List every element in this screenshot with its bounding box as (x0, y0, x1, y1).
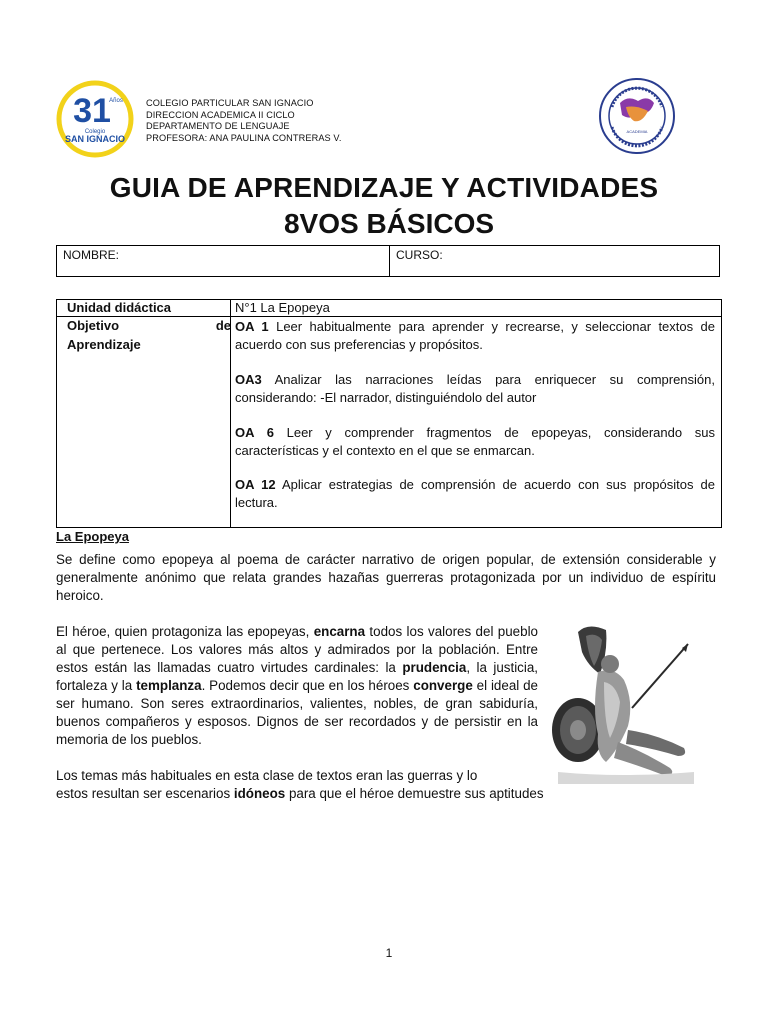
teacher-line: PROFESORA: ANA PAULINA CONTRERAS V. (146, 132, 342, 143)
seal-center-text: ACADEMIA (626, 129, 648, 134)
bold-term: converge (413, 678, 473, 693)
objective-oa6 (235, 424, 715, 460)
name-label: NOMBRE: (63, 248, 120, 262)
objective-code: OA 1 (235, 319, 269, 334)
objective-text: Analizar las narraciones leídas para enriquecer su comprensión, considerando: -El narrador, distinguiéndolo del autor (235, 372, 715, 405)
text-run: El héroe, quien protagoniza las epopeyas, (56, 624, 314, 639)
text-run: , la justicia, fortaleza y la (56, 660, 539, 693)
objective-text: Leer habitualmente para aprender y recrearse, y seleccionar textos de acuerdo con sus preferencias y propósitos. (235, 319, 716, 352)
text-run: . Podemos decir que en los héroes (201, 678, 414, 693)
bold-term: idóneos (233, 786, 286, 801)
section-title: La Epopeya (56, 529, 129, 544)
logo-school-name: SAN IGNACIO (64, 134, 126, 144)
warrior-illustration (548, 622, 696, 784)
school-logo-left (56, 80, 134, 158)
guide-title: GUIA DE APRENDIZAJE Y ACTIVIDADES (109, 172, 659, 203)
logo-anniversary-word: Años (109, 98, 123, 104)
guide-subtitle: 8VOS BÁSICOS (283, 208, 495, 239)
unit-label: Unidad didáctica (67, 300, 172, 315)
objective-oa3 (235, 371, 715, 407)
unit-table (56, 299, 722, 528)
academic-direction-line: DIRECCION ACADEMICA II CICLO (146, 109, 295, 120)
course-field[interactable] (390, 246, 719, 276)
themes-line-2 (56, 785, 616, 803)
themes-line-1: Los temas más habituales en esta clase de textos eran las guerras y lo (56, 768, 478, 783)
themes-paragraph (56, 767, 616, 803)
department-seal-logo (598, 77, 676, 155)
text-run: para que el héroe demuestre sus aptitudes (285, 786, 544, 801)
school-name-line: COLEGIO PARTICULAR SAN IGNACIO (146, 98, 314, 108)
name-field[interactable] (57, 246, 390, 276)
objective-label: Objetivo de (67, 318, 231, 333)
objective-oa12 (235, 476, 715, 512)
text-run: estos resultan ser escenarios (56, 786, 234, 801)
objective-text: Aplicar estrategias de comprensión de acuerdo con sus propósitos de lectura. (235, 477, 716, 510)
objective-text: Leer y comprender fragmentos de epopeyas, considerando sus características y el contexto en el que se enmarcan. (235, 425, 716, 458)
objective-code: OA3 (235, 372, 262, 387)
logo-anniversary-number: 31 (73, 92, 111, 130)
objective-label-continued: Aprendizaje (67, 337, 141, 352)
table-divider-horizontal (57, 316, 721, 317)
objective-code: OA 6 (235, 425, 274, 440)
student-info-box (56, 245, 720, 277)
school-info (146, 98, 341, 144)
page-number: 1 (385, 946, 393, 960)
table-divider-vertical (230, 300, 231, 527)
unit-value: N°1 La Epopeya (235, 300, 330, 315)
bold-term: encarna (313, 624, 366, 639)
department-line: DEPARTAMENTO DE LENGUAJE (146, 121, 290, 132)
objective-oa1 (235, 318, 715, 354)
text-run: el ideal de ser humano. Son seres extraordinarios, valientes, nobles, de gran sabiduría, buenos compañeros y esposos. Dignos de ser recordados y de persistir en la memoria de los pueblos. (56, 678, 539, 747)
course-label: CURSO: (396, 248, 443, 262)
hero-paragraph (56, 623, 538, 749)
text-run: todos los valores del pueblo al que pertenece. Los valores más altos y admirados por la población. Entre estos están las llamadas cuatro virtudes cardinales: la (56, 624, 538, 675)
definition-paragraph: Se define como epopeya al poema de carácter narrativo de origen popular, de extensión considerable y generalmente anónimo que relata grandes hazañas guerreras protagonizada por un individuo de espíritu heroico. (56, 552, 716, 603)
objective-code: OA 12 (235, 477, 276, 492)
bold-term: prudencia (402, 660, 467, 675)
logo-colegio-word: Colegio (84, 129, 106, 135)
bold-term: templanza (136, 678, 202, 693)
